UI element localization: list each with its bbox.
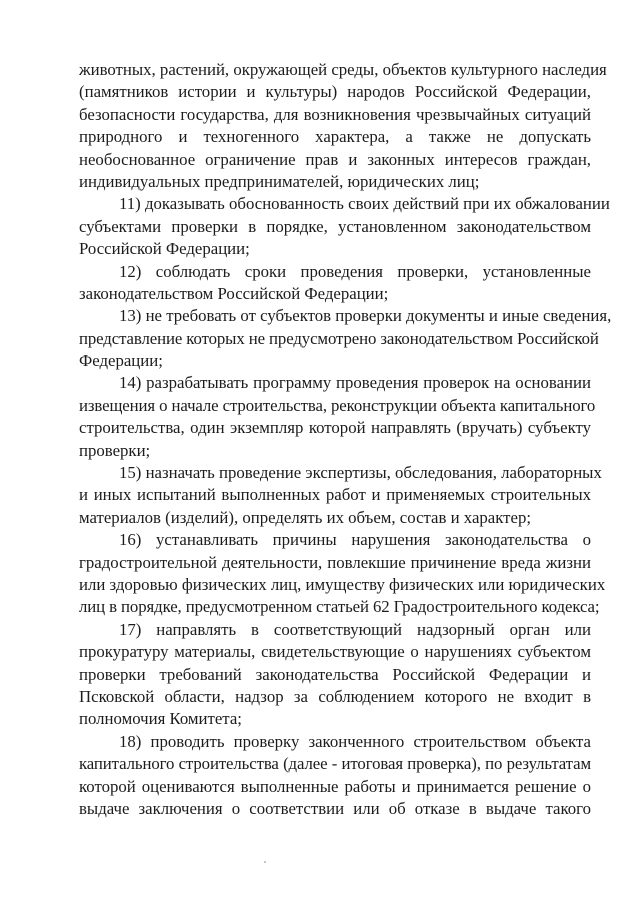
- paragraph-item-14: [79, 372, 596, 462]
- text-line: индивидуальных предпринимателей, юридических лиц;: [79, 171, 480, 191]
- text-line: лиц в порядке, предусмотренном статьей 62 Градостроительного кодекса;: [79, 597, 600, 617]
- paragraph-item-15: [79, 462, 602, 529]
- text-line: полномочия Комитета;: [79, 709, 242, 729]
- text-line: проверки требований законодательства Российской Федерации и: [79, 664, 591, 684]
- paragraph-item-13: [79, 305, 612, 372]
- text-line: 15) назначать проведение экспертизы, обследования, лабораторных: [119, 463, 602, 483]
- text-line: представление которых не предусмотрено законодательством Российской: [79, 328, 599, 348]
- text-line: 14) разрабатывать программу проведения проверок на основании: [119, 373, 591, 393]
- text-line: прокуратуру материалы, свидетельствующие о нарушениях субъектом: [79, 642, 591, 662]
- text-line: 18) проводить проверку законченного строительством объекта: [119, 731, 591, 751]
- paragraph-item-16: [79, 529, 606, 619]
- text-line: 12) соблюдать сроки проведения проверки, установленные: [119, 261, 591, 281]
- text-line: 17) направлять в соответствующий надзорный орган или: [119, 619, 591, 639]
- text-line: 13) не требовать от субъектов проверки документы и иные сведения,: [119, 306, 612, 326]
- text-line: строительства, один экземпляр которой направлять (вручать) субъекту: [79, 418, 591, 438]
- text-line: извещения о начале строительства, реконструкции объекта капитального: [79, 395, 596, 415]
- text-line: необоснованное ограничение прав и законных интересов граждан,: [79, 149, 591, 169]
- scan-artifact: [264, 861, 266, 863]
- text-line: (памятников истории и культуры) народов Российской Федерации,: [79, 82, 591, 102]
- text-line: законодательством Российской Федерации;: [79, 283, 389, 303]
- text-line: выдаче заключения о соответствии или об отказе в выдаче такого: [79, 798, 591, 818]
- text-line: или здоровью физических лиц, имуществу физических или юридических: [79, 574, 606, 594]
- text-line: проверки;: [79, 440, 151, 460]
- document-body: [79, 59, 612, 820]
- text-line: материалов (изделий), определять их объем, состав и характер;: [79, 507, 532, 527]
- paragraph-item-11: [79, 193, 610, 260]
- paragraph-item-18: [79, 731, 591, 821]
- text-line: животных, растений, окружающей среды, объектов культурного наследия: [79, 60, 607, 79]
- paragraph-continuation: [79, 59, 607, 193]
- text-line: природного и техногенного характера, а также не допускать: [79, 127, 591, 147]
- text-line: которой оцениваются выполненные работы и принимается решение о: [79, 776, 591, 796]
- text-line: капитального строительства (далее - итоговая проверка), по результатам: [79, 754, 591, 774]
- text-line: субъектами проверки в порядке, установленном законодательством: [79, 216, 591, 236]
- text-line: 11) доказывать обоснованность своих действий при их обжаловании: [119, 194, 610, 214]
- text-line: градостроительной деятельности, повлекшие причинение вреда жизни: [79, 552, 591, 572]
- text-line: Псковской области, надзор за соблюдением которого не входит в: [79, 686, 591, 706]
- paragraph-item-17: [79, 619, 591, 731]
- text-line: Российской Федерации;: [79, 239, 250, 259]
- text-line: 16) устанавливать причины нарушения законодательства о: [119, 530, 591, 550]
- text-line: и иных испытаний выполненных работ и применяемых строительных: [79, 485, 591, 505]
- paragraph-item-12: [79, 261, 591, 306]
- text-line: Федерации;: [79, 351, 163, 371]
- text-line: безопасности государства, для возникновения чрезвычайных ситуаций: [79, 104, 591, 124]
